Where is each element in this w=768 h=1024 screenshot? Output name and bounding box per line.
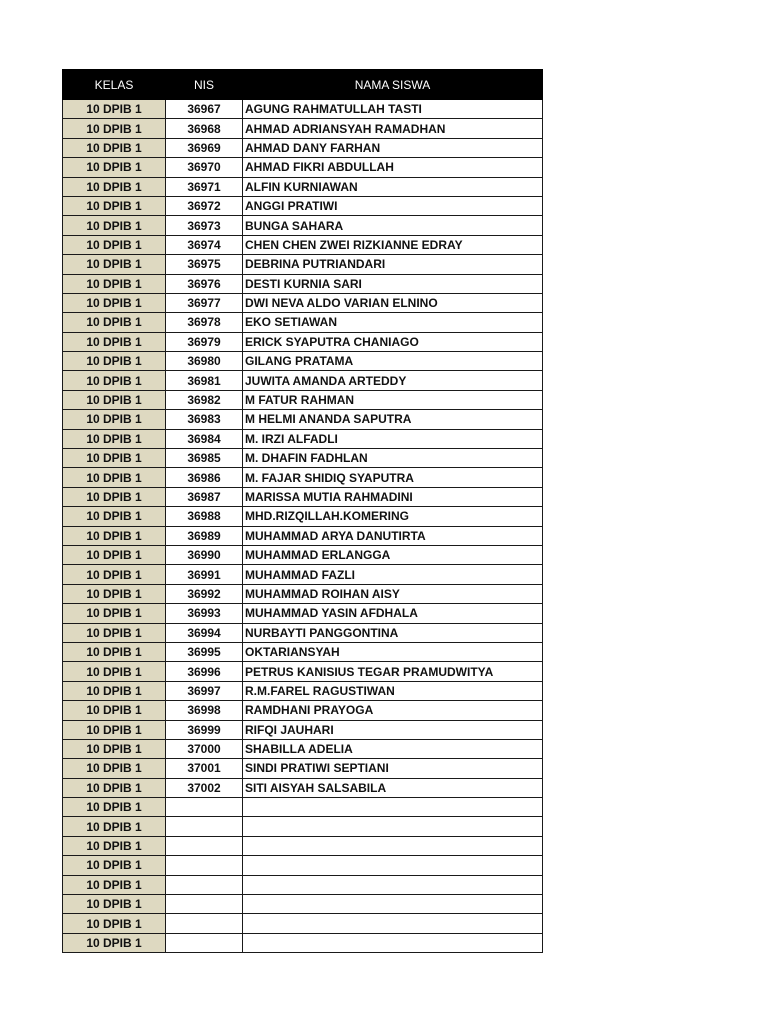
nis-cell: 36988 (166, 507, 243, 526)
nama-cell: DWI NEVA ALDO VARIAN ELNINO (243, 293, 543, 312)
table-row (63, 177, 543, 196)
table-row (63, 196, 543, 215)
table-row (63, 449, 543, 468)
nis-cell: 36975 (166, 255, 243, 274)
nama-cell: MUHAMMAD YASIN AFDHALA (243, 604, 543, 623)
nama-cell: DESTI KURNIA SARI (243, 274, 543, 293)
header-nis: NIS (166, 70, 243, 100)
nis-cell: 36996 (166, 662, 243, 681)
header-nama-siswa: NAMA SISWA (243, 70, 543, 100)
nama-cell: DEBRINA PUTRIANDARI (243, 255, 543, 274)
kelas-cell: 10 DPIB 1 (63, 565, 166, 584)
nama-cell: RIFQI JAUHARI (243, 720, 543, 739)
nama-cell: MARISSA MUTIA RAHMADINI (243, 487, 543, 506)
nis-cell: 36999 (166, 720, 243, 739)
kelas-cell: 10 DPIB 1 (63, 778, 166, 797)
kelas-cell: 10 DPIB 1 (63, 662, 166, 681)
nis-cell: 36979 (166, 332, 243, 351)
kelas-cell: 10 DPIB 1 (63, 255, 166, 274)
nama-cell: BUNGA SAHARA (243, 216, 543, 235)
nama-cell: SHABILLA ADELIA (243, 739, 543, 758)
nis-cell: 36990 (166, 545, 243, 564)
table-row (63, 914, 543, 933)
nama-cell (243, 798, 543, 817)
kelas-cell: 10 DPIB 1 (63, 545, 166, 564)
kelas-cell: 10 DPIB 1 (63, 177, 166, 196)
table-row (63, 138, 543, 157)
kelas-cell: 10 DPIB 1 (63, 410, 166, 429)
table-row (63, 759, 543, 778)
nis-cell: 36986 (166, 468, 243, 487)
nis-cell (166, 914, 243, 933)
kelas-cell: 10 DPIB 1 (63, 138, 166, 157)
kelas-cell: 10 DPIB 1 (63, 895, 166, 914)
table-row (63, 390, 543, 409)
kelas-cell: 10 DPIB 1 (63, 158, 166, 177)
table-row (63, 798, 543, 817)
kelas-cell: 10 DPIB 1 (63, 449, 166, 468)
table-row (63, 352, 543, 371)
nis-cell: 37000 (166, 739, 243, 758)
table-row (63, 836, 543, 855)
nama-cell: ALFIN KURNIAWAN (243, 177, 543, 196)
nama-cell: M. DHAFIN FADHLAN (243, 449, 543, 468)
nama-cell: GILANG PRATAMA (243, 352, 543, 371)
table-row (63, 100, 543, 119)
kelas-cell: 10 DPIB 1 (63, 856, 166, 875)
table-row (63, 235, 543, 254)
nis-cell: 36982 (166, 390, 243, 409)
nis-cell: 36993 (166, 604, 243, 623)
nama-cell (243, 836, 543, 855)
header-row (63, 70, 543, 100)
table-row (63, 604, 543, 623)
nis-cell: 37002 (166, 778, 243, 797)
nis-cell (166, 895, 243, 914)
nama-cell: M. IRZI ALFADLI (243, 429, 543, 448)
nama-cell: MHD.RIZQILLAH.KOMERING (243, 507, 543, 526)
table-row (63, 332, 543, 351)
nama-cell: AHMAD ADRIANSYAH RAMADHAN (243, 119, 543, 138)
kelas-cell: 10 DPIB 1 (63, 119, 166, 138)
kelas-cell: 10 DPIB 1 (63, 293, 166, 312)
kelas-cell: 10 DPIB 1 (63, 914, 166, 933)
table-row (63, 468, 543, 487)
nama-cell: SINDI PRATIWI SEPTIANI (243, 759, 543, 778)
kelas-cell: 10 DPIB 1 (63, 332, 166, 351)
kelas-cell: 10 DPIB 1 (63, 468, 166, 487)
nama-cell: AHMAD DANY FARHAN (243, 138, 543, 157)
kelas-cell: 10 DPIB 1 (63, 701, 166, 720)
nama-cell: AGUNG RAHMATULLAH TASTI (243, 100, 543, 119)
nis-cell (166, 933, 243, 952)
nis-cell: 36994 (166, 623, 243, 642)
nama-cell (243, 875, 543, 894)
nis-cell: 36989 (166, 526, 243, 545)
nis-cell: 36972 (166, 196, 243, 215)
table-row (63, 545, 543, 564)
nama-cell: M FATUR RAHMAN (243, 390, 543, 409)
nama-cell: MUHAMMAD ROIHAN AISY (243, 584, 543, 603)
table-row (63, 584, 543, 603)
table-row (63, 642, 543, 661)
nama-cell: M. FAJAR SHIDIQ SYAPUTRA (243, 468, 543, 487)
nama-cell: ANGGI PRATIWI (243, 196, 543, 215)
nama-cell: CHEN CHEN ZWEI RIZKIANNE EDRAY (243, 235, 543, 254)
nama-cell: JUWITA AMANDA ARTEDDY (243, 371, 543, 390)
kelas-cell: 10 DPIB 1 (63, 390, 166, 409)
nis-cell (166, 798, 243, 817)
nama-cell: OKTARIANSYAH (243, 642, 543, 661)
table-row (63, 371, 543, 390)
student-table (62, 69, 543, 953)
nis-cell: 36977 (166, 293, 243, 312)
kelas-cell: 10 DPIB 1 (63, 100, 166, 119)
kelas-cell: 10 DPIB 1 (63, 371, 166, 390)
table-header (63, 70, 543, 100)
table-row (63, 778, 543, 797)
kelas-cell: 10 DPIB 1 (63, 313, 166, 332)
nis-cell: 36980 (166, 352, 243, 371)
nis-cell (166, 856, 243, 875)
nis-cell: 36973 (166, 216, 243, 235)
nis-cell: 36984 (166, 429, 243, 448)
kelas-cell: 10 DPIB 1 (63, 274, 166, 293)
kelas-cell: 10 DPIB 1 (63, 526, 166, 545)
kelas-cell: 10 DPIB 1 (63, 720, 166, 739)
nis-cell: 36968 (166, 119, 243, 138)
kelas-cell: 10 DPIB 1 (63, 352, 166, 371)
nis-cell: 36987 (166, 487, 243, 506)
nis-cell: 36991 (166, 565, 243, 584)
table-row (63, 565, 543, 584)
table-row (63, 856, 543, 875)
nama-cell: SITI AISYAH SALSABILA (243, 778, 543, 797)
nis-cell: 36969 (166, 138, 243, 157)
kelas-cell: 10 DPIB 1 (63, 429, 166, 448)
table-row (63, 216, 543, 235)
table-row (63, 293, 543, 312)
nis-cell: 36976 (166, 274, 243, 293)
nis-cell: 36997 (166, 681, 243, 700)
nis-cell: 36970 (166, 158, 243, 177)
nama-cell: ERICK SYAPUTRA CHANIAGO (243, 332, 543, 351)
table-row (63, 119, 543, 138)
table-row (63, 410, 543, 429)
kelas-cell: 10 DPIB 1 (63, 196, 166, 215)
table-row (63, 623, 543, 642)
nama-cell: AHMAD FIKRI ABDULLAH (243, 158, 543, 177)
kelas-cell: 10 DPIB 1 (63, 642, 166, 661)
table-row (63, 526, 543, 545)
kelas-cell: 10 DPIB 1 (63, 933, 166, 952)
kelas-cell: 10 DPIB 1 (63, 739, 166, 758)
nama-cell: RAMDHANI PRAYOGA (243, 701, 543, 720)
nis-cell: 36998 (166, 701, 243, 720)
nama-cell: R.M.FAREL RAGUSTIWAN (243, 681, 543, 700)
nama-cell (243, 817, 543, 836)
nis-cell: 36971 (166, 177, 243, 196)
kelas-cell: 10 DPIB 1 (63, 235, 166, 254)
nama-cell (243, 856, 543, 875)
nis-cell: 36974 (166, 235, 243, 254)
table-row (63, 739, 543, 758)
nama-cell: MUHAMMAD FAZLI (243, 565, 543, 584)
nama-cell (243, 914, 543, 933)
table-row (63, 487, 543, 506)
kelas-cell: 10 DPIB 1 (63, 875, 166, 894)
nama-cell: PETRUS KANISIUS TEGAR PRAMUDWITYA (243, 662, 543, 681)
nis-cell: 36978 (166, 313, 243, 332)
table-row (63, 681, 543, 700)
kelas-cell: 10 DPIB 1 (63, 584, 166, 603)
table-row (63, 507, 543, 526)
table-row (63, 875, 543, 894)
nama-cell: MUHAMMAD ERLANGGA (243, 545, 543, 564)
nis-cell: 36981 (166, 371, 243, 390)
table-row (63, 255, 543, 274)
nama-cell (243, 933, 543, 952)
nis-cell: 36992 (166, 584, 243, 603)
kelas-cell: 10 DPIB 1 (63, 798, 166, 817)
table-row (63, 933, 543, 952)
table-row (63, 701, 543, 720)
table-row (63, 429, 543, 448)
kelas-cell: 10 DPIB 1 (63, 681, 166, 700)
nis-cell: 36967 (166, 100, 243, 119)
table-row (63, 895, 543, 914)
nis-cell: 37001 (166, 759, 243, 778)
table-row (63, 313, 543, 332)
nis-cell (166, 875, 243, 894)
table-body (63, 100, 543, 953)
nis-cell: 36995 (166, 642, 243, 661)
kelas-cell: 10 DPIB 1 (63, 216, 166, 235)
nama-cell: M HELMI ANANDA SAPUTRA (243, 410, 543, 429)
nis-cell: 36983 (166, 410, 243, 429)
nama-cell (243, 895, 543, 914)
nis-cell (166, 817, 243, 836)
nis-cell (166, 836, 243, 855)
nama-cell: NURBAYTI PANGGONTINA (243, 623, 543, 642)
kelas-cell: 10 DPIB 1 (63, 487, 166, 506)
kelas-cell: 10 DPIB 1 (63, 759, 166, 778)
table-row (63, 720, 543, 739)
kelas-cell: 10 DPIB 1 (63, 817, 166, 836)
kelas-cell: 10 DPIB 1 (63, 836, 166, 855)
header-kelas: KELAS (63, 70, 166, 100)
kelas-cell: 10 DPIB 1 (63, 507, 166, 526)
nis-cell: 36985 (166, 449, 243, 468)
table-row (63, 274, 543, 293)
kelas-cell: 10 DPIB 1 (63, 623, 166, 642)
nama-cell: EKO SETIAWAN (243, 313, 543, 332)
table-row (63, 662, 543, 681)
nama-cell: MUHAMMAD ARYA DANUTIRTA (243, 526, 543, 545)
kelas-cell: 10 DPIB 1 (63, 604, 166, 623)
table-row (63, 817, 543, 836)
table-row (63, 158, 543, 177)
